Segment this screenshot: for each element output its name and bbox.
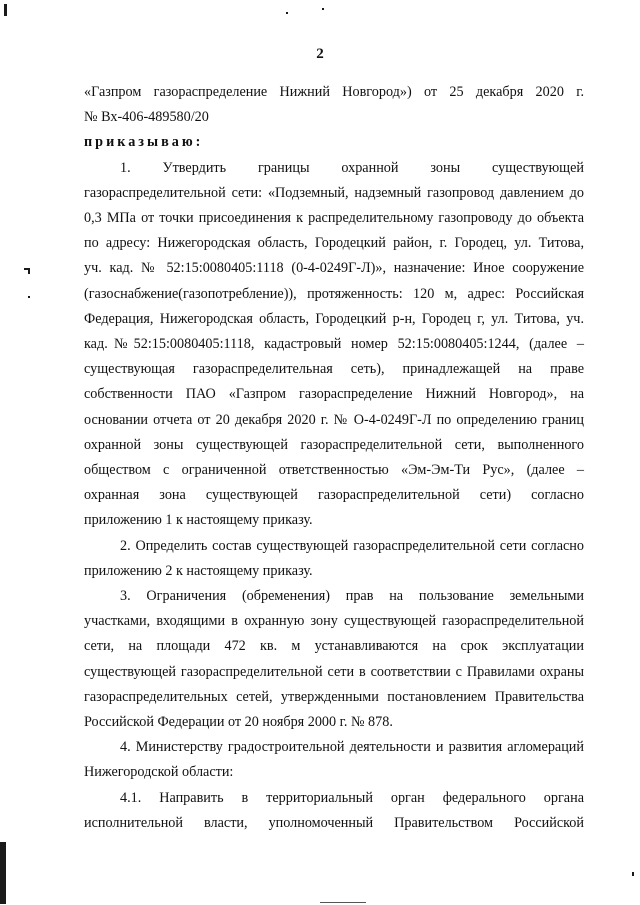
text-line: охранной зоны существующей газораспределительной сети, выполненного — [84, 436, 584, 453]
text-line: охранная зона существующей газораспределительной сети) согласно — [84, 487, 584, 504]
text-line: собственности ПАО «Газпром газораспределение Нижний Новгород», на — [84, 386, 584, 403]
scan-mark — [4, 4, 7, 16]
text-line: (газоснабжение(газопотребление)), протяженность: 120 м, адрес: Российская — [84, 285, 584, 302]
text-line: Российской Федерации от 20 ноября 2000 г. № 878. — [84, 714, 393, 731]
intro-paragraph — [84, 80, 584, 130]
text-line: Нижегородской области: — [84, 764, 234, 781]
text-line: 1. Утвердить границы охранной зоны существующей — [120, 159, 584, 176]
paragraph-4-1 — [84, 786, 584, 836]
text-line: существующей газораспределительной сети в соответствии с Правилами охраны — [84, 663, 584, 680]
scan-mark — [322, 8, 324, 10]
paragraph-1 — [84, 156, 584, 534]
text-line: кад.№52:15:0080405:1118, кадастровый номер 52:15:0080405:1244, (далее – — [84, 336, 584, 353]
text-line: участками, входящими в охранную зону существующей газораспределительной — [84, 613, 584, 630]
paragraph-3 — [84, 584, 584, 735]
text-line: исполнительной власти, уполномоченный Правительством Российской — [84, 814, 584, 831]
text-line: 4. Министерству градостроительной деятельности и развития агломераций — [120, 739, 584, 756]
scan-mark — [286, 12, 288, 14]
scan-mark — [28, 296, 30, 298]
text-line: газораспределительной сети: «Подземный, надземный газопровод давлением до — [84, 184, 584, 201]
text-line: «Газпром газораспределение Нижний Новгород») от 25 декабря 2020 г. — [84, 84, 584, 100]
document-body — [84, 80, 584, 836]
text-line: 2. Определить состав существующей газораспределительной сети согласно — [120, 537, 584, 554]
order-word: приказываю: — [84, 134, 204, 151]
text-line: существующая газораспределительная сеть), принадлежащей на праве — [84, 361, 584, 378]
text-line: обществом с ограниченной ответственностью «Эм-Эм-Ти Рус», (далее – — [84, 462, 584, 479]
scan-mark — [320, 902, 366, 903]
text-line: Федерация, Нижегородская область, Городецкий р-н, Городец г, ул. Титова, уч. — [84, 310, 584, 327]
text-line: № Вх-406-489580/20 — [84, 109, 209, 126]
paragraph-4 — [84, 735, 584, 785]
scan-mark — [28, 268, 30, 274]
text-line: по адресу: Нижегородская область, Городецкий район, г. Городец, ул. Титова, — [84, 235, 584, 252]
text-line: 3. Ограничения (обременения) прав на пользование земельными — [120, 588, 584, 605]
order-heading — [84, 130, 584, 155]
paragraph-2 — [84, 534, 584, 584]
text-line: приложению 2 к настоящему приказу. — [84, 562, 313, 579]
page-number: 2 — [316, 46, 324, 62]
text-line: 4.1. Направить в территориальный орган федерального органа — [120, 789, 584, 806]
text-line: основании отчета от 20 декабря 2020 г. № О-4-0249Г-Л по определению границ — [84, 411, 584, 428]
text-line: уч. кад. № 52:15:0080405:1118 (0-4-0249Г-Л)», назначение: Иное сооружение — [84, 260, 584, 277]
text-line: газораспределительных сетей, утвержденными постановлением Правительства — [84, 688, 584, 705]
text-line: приложению 1 к настоящему приказу. — [84, 512, 313, 529]
text-line: сети, на площади 472 кв. м устанавливаются на срок эксплуатации — [84, 638, 584, 655]
scan-mark — [0, 842, 6, 904]
text-line: 0,3 МПа от точки присоединения к распределительному газопроводу до объекта — [84, 210, 584, 227]
scan-mark — [632, 872, 634, 876]
